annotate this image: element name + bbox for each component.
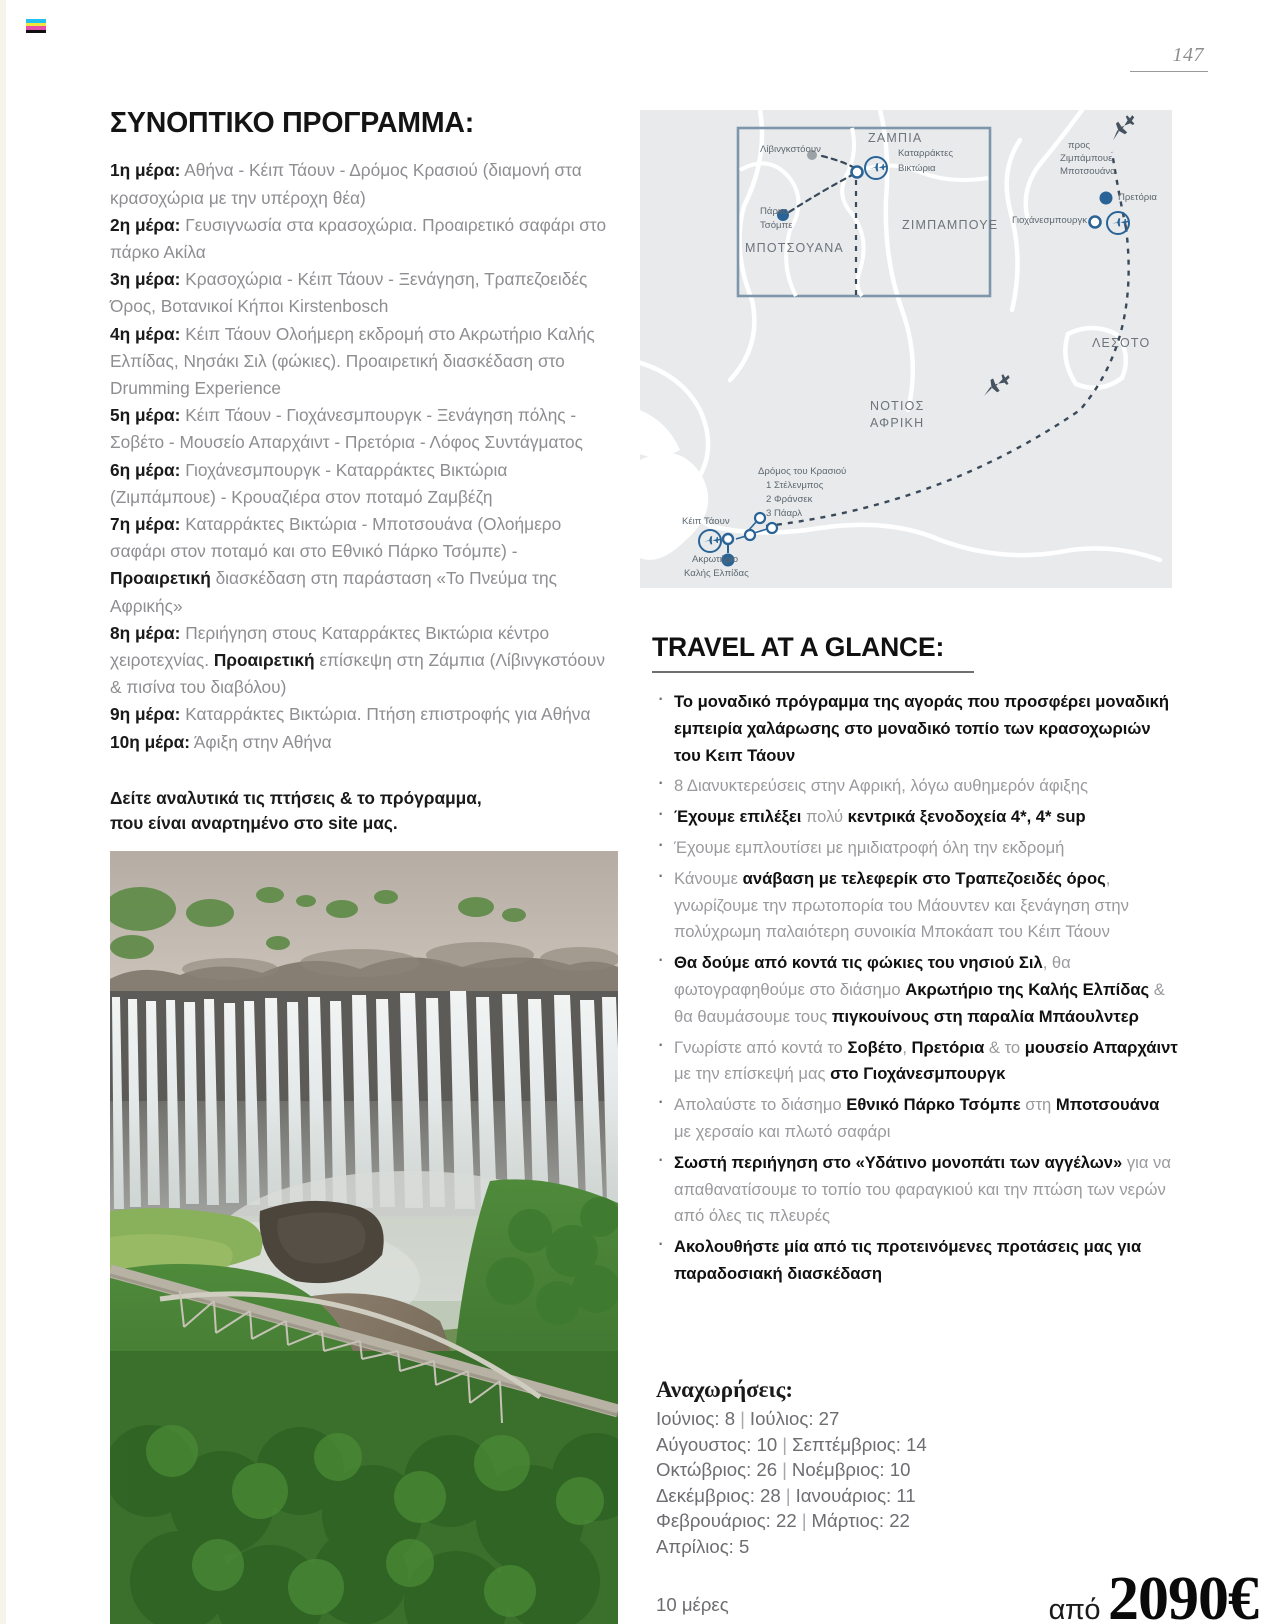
itinerary-day-7: 7η μέρα: Καταρράκτες Βικτώρια - Μποτσουάνα (Ολοήμερο σαφάρι στον ποταμό και στο Εθνικό Πάρκο Τσόμπε) - Προαιρετική διασκέδαση στη παράσταση «Το Πνεύμα της Αφρικής» <box>110 513 562 616</box>
itinerary-day-4: 4η μέρα: Κέιπ Τάουν Ολοήμερη εκδρομή στο Ακρωτήριο Καλής Ελπίδας, Νησάκι Σιλ (φώκιες). Προαιρετική διασκέδαση στο Drumming Experience <box>110 323 595 398</box>
page-number-rule <box>1130 71 1208 72</box>
itinerary-day-9: 9η μέρα: Καταρράκτες Βικτώρια. Πτήση επιστροφής για Αθήνα <box>110 704 591 725</box>
itinerary-day-label: 6η μέρα: <box>110 459 181 480</box>
glance-bullet-4: · Έχουμε εμπλουτίσει με ημιδιατροφή όλη την εκδρομή <box>652 835 1180 862</box>
glance-bullet-8: · Απολαύστε το διάσημο Εθνικό Πάρκο Τσόμπε στη Μποτσουάνα με χερσαίο και πλωτό σαφάρι <box>652 1092 1180 1146</box>
itinerary-day-2: 2η μέρα: Γευσιγνωσία στα κρασοχώρια. Προαιρετικό σαφάρι στο πάρκο Ακίλα <box>110 214 607 262</box>
map-place-label: Πρετόρια <box>1118 192 1157 203</box>
departure-entry: Σεπτέμβριος: 14 <box>792 1433 927 1455</box>
price-block <box>1048 1565 1258 1624</box>
departure-separator: | <box>801 1510 807 1532</box>
glance-title-rule <box>652 671 974 673</box>
glance-bullet-9: · Σωστή περιήγηση στο «Υδάτινο μονοπάτι των αγγέλων» για να απαθανατίσουμε το τοπίο του φαραγκιού και την πτώση των νερών από όλες τις πλευρές <box>652 1150 1180 1230</box>
map-illustration <box>640 110 1172 588</box>
glance-highlight: Έχουμε επιλέξει <box>674 807 806 827</box>
departure-entry: Απρίλιος: 5 <box>656 1535 750 1557</box>
departure-separator: | <box>740 1408 745 1429</box>
departure-entry: Νοέμβριος: 10 <box>791 1459 911 1481</box>
map-country-label: ΖΙΜΠΑΜΠΟΥΕ <box>902 218 999 232</box>
glance-highlight: Ακολουθήστε μία από τις προτεινόμενες προτάσεις μας για παραδοσιακή διασκέδαση <box>674 1237 1142 1283</box>
victoria-falls-photo <box>110 851 618 1624</box>
glance-highlight: μουσείο Απαρχάιντ <box>1024 1037 1178 1057</box>
departure-entry: Ιούλιος: 27 <box>749 1408 840 1429</box>
departure-row <box>656 1457 1086 1483</box>
itinerary-day-5: 5η μέρα: Κέιπ Τάουν - Γιοχάνεσμπουργκ - Ξενάγηση πόλης - Σοβέτο - Μουσείο Απαρχάιντ - Πρετόρια - Λόφος Συντάγματος <box>110 405 583 453</box>
itinerary-day-1: 1η μέρα: Αθήνα - Κέιπ Τάουν - Δρόμος Κρασιού (διαμονή στα κρασοχώρια με την υπέροχη θέα) <box>110 160 582 208</box>
svg-text:1 Στέλενμπος: 1 Στέλενμπος <box>766 480 824 491</box>
itinerary-title: ΣΥΝΟΠΤΙΚΟ ΠΡΟΓΡΑΜΜΑ: <box>110 107 475 139</box>
color-swatch <box>26 30 46 34</box>
map-place-label: προς <box>1068 140 1091 151</box>
glance-bullet-5: · Κάνουμε ανάβαση με τελεφερίκ στο Τραπεζοειδές όρος, γνωρίζουμε την πρωτοπορία του Μάουντεν και ξενάγηση στην πολύχρωμη παλαιότερη συνοικία Μποκάαπ του Κέιπ Τάουν <box>652 866 1180 946</box>
itinerary-day-label: 7η μέρα: <box>110 513 181 534</box>
departure-entry: Αύγουστος: 10 <box>656 1433 778 1455</box>
departure-separator: | <box>782 1459 787 1481</box>
route-map <box>640 110 1172 588</box>
map-place-label: Ζιμπάμπουε <box>1060 153 1113 164</box>
glance-highlight: κεντρικά ξενοδοχεία 4*, 4* sup <box>847 807 1086 827</box>
map-place-label: Κέιπ Τάουν <box>682 516 730 527</box>
glance-bullet-list <box>652 689 1180 1288</box>
glance-highlight: Το μοναδικό πρόγραμμα της αγοράς που προσφέρει μοναδική εμπειρία χαλάρωσης στο μοναδικό τοπίο των κρασοχωριών του Κειπ Τάουν <box>674 692 1170 765</box>
departure-entry: Φεβρουάριος: 22 <box>656 1510 797 1532</box>
marker-pretoria <box>1100 192 1113 205</box>
itinerary-day-6: 6η μέρα: Γιοχάνεσμπουργκ - Καταρράκτες Βικτώρια (Ζιμπάμπουε) - Κρουαζιέρα στον ποταμό Ζαμβέζη <box>110 459 508 507</box>
map-country-label: ΑΦΡΙΚΗ <box>870 416 925 430</box>
glance-highlight: ανάβαση με τελεφερίκ στο Τραπεζοειδές όρος <box>742 868 1106 888</box>
map-place-label: Πάρκο <box>760 206 788 217</box>
map-place-label: Τσόμπε <box>760 220 793 231</box>
departure-separator: | <box>785 1484 791 1506</box>
glance-bullet-7: · Γνωρίστε από κοντά το Σοβέτο, Πρετόρια & το μουσείο Απαρχάιντ με την επίσκεψή μας στο Γιοχάνεσμπουργκ <box>652 1035 1180 1089</box>
marker-cape-town <box>723 534 733 544</box>
itinerary-day-10: 10η μέρα: Άφιξη στην Αθήνα <box>110 731 332 752</box>
glance-highlight: στο Γιοχάνεσμπουργκ <box>830 1064 1006 1084</box>
glance-highlight: Θα δούμε από κοντά τις φώκιες του νησιού Σιλ <box>674 953 1043 973</box>
glance-highlight: Πρετόρια <box>911 1037 985 1057</box>
glance-highlight: Σωστή περιήγηση στο «Υδάτινο μονοπάτι των αγγέλων» <box>674 1152 1123 1172</box>
map-country-label: ΜΠΟΤΣΟΥΑΝΑ <box>745 241 844 255</box>
departure-entry: Μάρτιος: 22 <box>811 1510 910 1532</box>
glance-bullet-1 <box>652 689 1180 769</box>
departure-row <box>656 1406 1086 1432</box>
itinerary-note-line-2: που είναι αναρτημένο στο site μας. <box>110 812 398 833</box>
itinerary-day-8: 8η μέρα: Περιήγηση στους Καταρράκτες Βικτώρια κέντρο χειροτεχνίας. Προαιρετική επίσκεψη στη Ζάμπια (Λίβινγκστόουν & πισίνα του διαβόλου) <box>110 622 605 698</box>
departure-row <box>656 1483 1086 1509</box>
departure-entry: Ιούνιος: 8 <box>656 1408 736 1429</box>
svg-text:2 Φράνσεκ: 2 Φράνσεκ <box>766 494 813 505</box>
page-number-block <box>1130 44 1208 72</box>
map-place-label: Βικτώρια <box>898 163 936 174</box>
itinerary-day-label: 4η μέρα: <box>110 323 181 344</box>
marker-victoria-falls <box>852 167 863 178</box>
glance-highlight: Ακρωτήριο της Καλής Ελπίδας <box>905 980 1150 1000</box>
glance-bullet-6: · Θα δούμε από κοντά τις φώκιες του νησιού Σιλ, θα φωτογραφηθούμε στο διάσημο Ακρωτήριο της Καλής Ελπίδας & θα θαυμάσουμε τους πιγκουίνους στη παραλία Μπάουλντερ <box>652 950 1180 1030</box>
departures-rows <box>656 1406 1086 1560</box>
departure-row <box>656 1534 1086 1560</box>
cmyk-registration-bar <box>26 19 46 33</box>
itinerary-day-label: 9η μέρα: <box>110 704 181 725</box>
departure-entry: Ιανουάριος: 11 <box>795 1484 916 1506</box>
map-place-label: Γιοχάνεσμπουργκ <box>1012 215 1088 226</box>
itinerary-day-label: 1η μέρα: <box>110 160 181 181</box>
glance-highlight: πιγκουίνους στη παραλία Μπάουλντερ <box>831 1006 1139 1026</box>
itinerary-column <box>110 108 618 836</box>
departure-row <box>656 1508 1086 1534</box>
price-value: 2090€ <box>1108 1565 1258 1624</box>
itinerary-optional-flag: Προαιρετική <box>110 568 211 589</box>
glance-title: TRAVEL AT A GLANCE: <box>652 632 945 662</box>
price-prefix: από <box>1048 1594 1100 1624</box>
glance-highlight: Μποτσουάνα <box>1055 1095 1160 1115</box>
map-country-label: ΖΑΜΠΙΑ <box>868 131 923 145</box>
glance-bullet-10 <box>652 1234 1180 1288</box>
itinerary-days <box>110 157 618 755</box>
departure-separator: | <box>782 1433 788 1455</box>
map-place-label: Καταρράκτες <box>898 148 953 159</box>
glance-bullet-3: · Έχουμε επιλέξει πολύ κεντρικά ξενοδοχεία 4*, 4* sup <box>652 804 1180 831</box>
photo-illustration <box>110 851 618 1624</box>
departure-row <box>656 1432 1086 1458</box>
marker-johannesburg <box>1090 217 1101 228</box>
itinerary-optional-flag: Προαιρετική <box>213 650 315 670</box>
trip-duration: 10 μέρες <box>656 1594 729 1615</box>
departure-entry: Οκτώβριος: 26 <box>656 1459 778 1481</box>
page-number: 147 <box>1172 44 1204 66</box>
map-country-label: ΝΟΤΙΟΣ <box>870 399 925 413</box>
travel-at-a-glance-section <box>652 632 1180 1292</box>
itinerary-note-line-1: Δείτε αναλυτικά τις πτήσεις & το πρόγραμμα, <box>110 787 482 808</box>
itinerary-day-label: 8η μέρα: <box>110 622 181 643</box>
departures-title: Αναχωρήσεις: <box>656 1377 793 1402</box>
svg-text:Δρόμος του Κρασιού: Δρόμος του Κρασιού <box>758 466 847 477</box>
itinerary-note <box>110 786 618 836</box>
map-place-label: Ακρωτήριο <box>692 554 739 565</box>
map-place-label: Καλής Ελπίδας <box>684 568 749 579</box>
itinerary-day-3: 3η μέρα: Κρασοχώρια - Κέιπ Τάουν - Ξενάγηση, Τραπεζοειδές Όρος, Βοτανικοί Κήποι Kirstenbosch <box>110 269 588 317</box>
glance-bullet-2: · 8 Διανυκτερεύσεις στην Αφρική, λόγω αυθημερόν άφιξης <box>652 773 1180 800</box>
map-place-label: Μποτσουάνα <box>1060 166 1116 177</box>
map-place-label: Λίβινγκστόουν <box>760 144 821 155</box>
itinerary-day-label: 5η μέρα: <box>110 405 181 426</box>
glance-highlight: Σοβέτο <box>847 1037 903 1057</box>
itinerary-day-label: 3η μέρα: <box>110 269 181 290</box>
page-trim-strip <box>0 0 6 1624</box>
glance-highlight: Εθνικό Πάρκο Τσόμπε <box>846 1095 1021 1115</box>
map-country-label: ΛΕΣΟΤΟ <box>1092 336 1151 350</box>
departures-section <box>656 1377 1086 1560</box>
svg-text:3 Πάαρλ: 3 Πάαρλ <box>766 508 803 519</box>
itinerary-day-label: 2η μέρα: <box>110 214 181 235</box>
departure-entry: Δεκέμβριος: 28 <box>656 1484 781 1506</box>
itinerary-day-label: 10η μέρα: <box>110 731 191 752</box>
